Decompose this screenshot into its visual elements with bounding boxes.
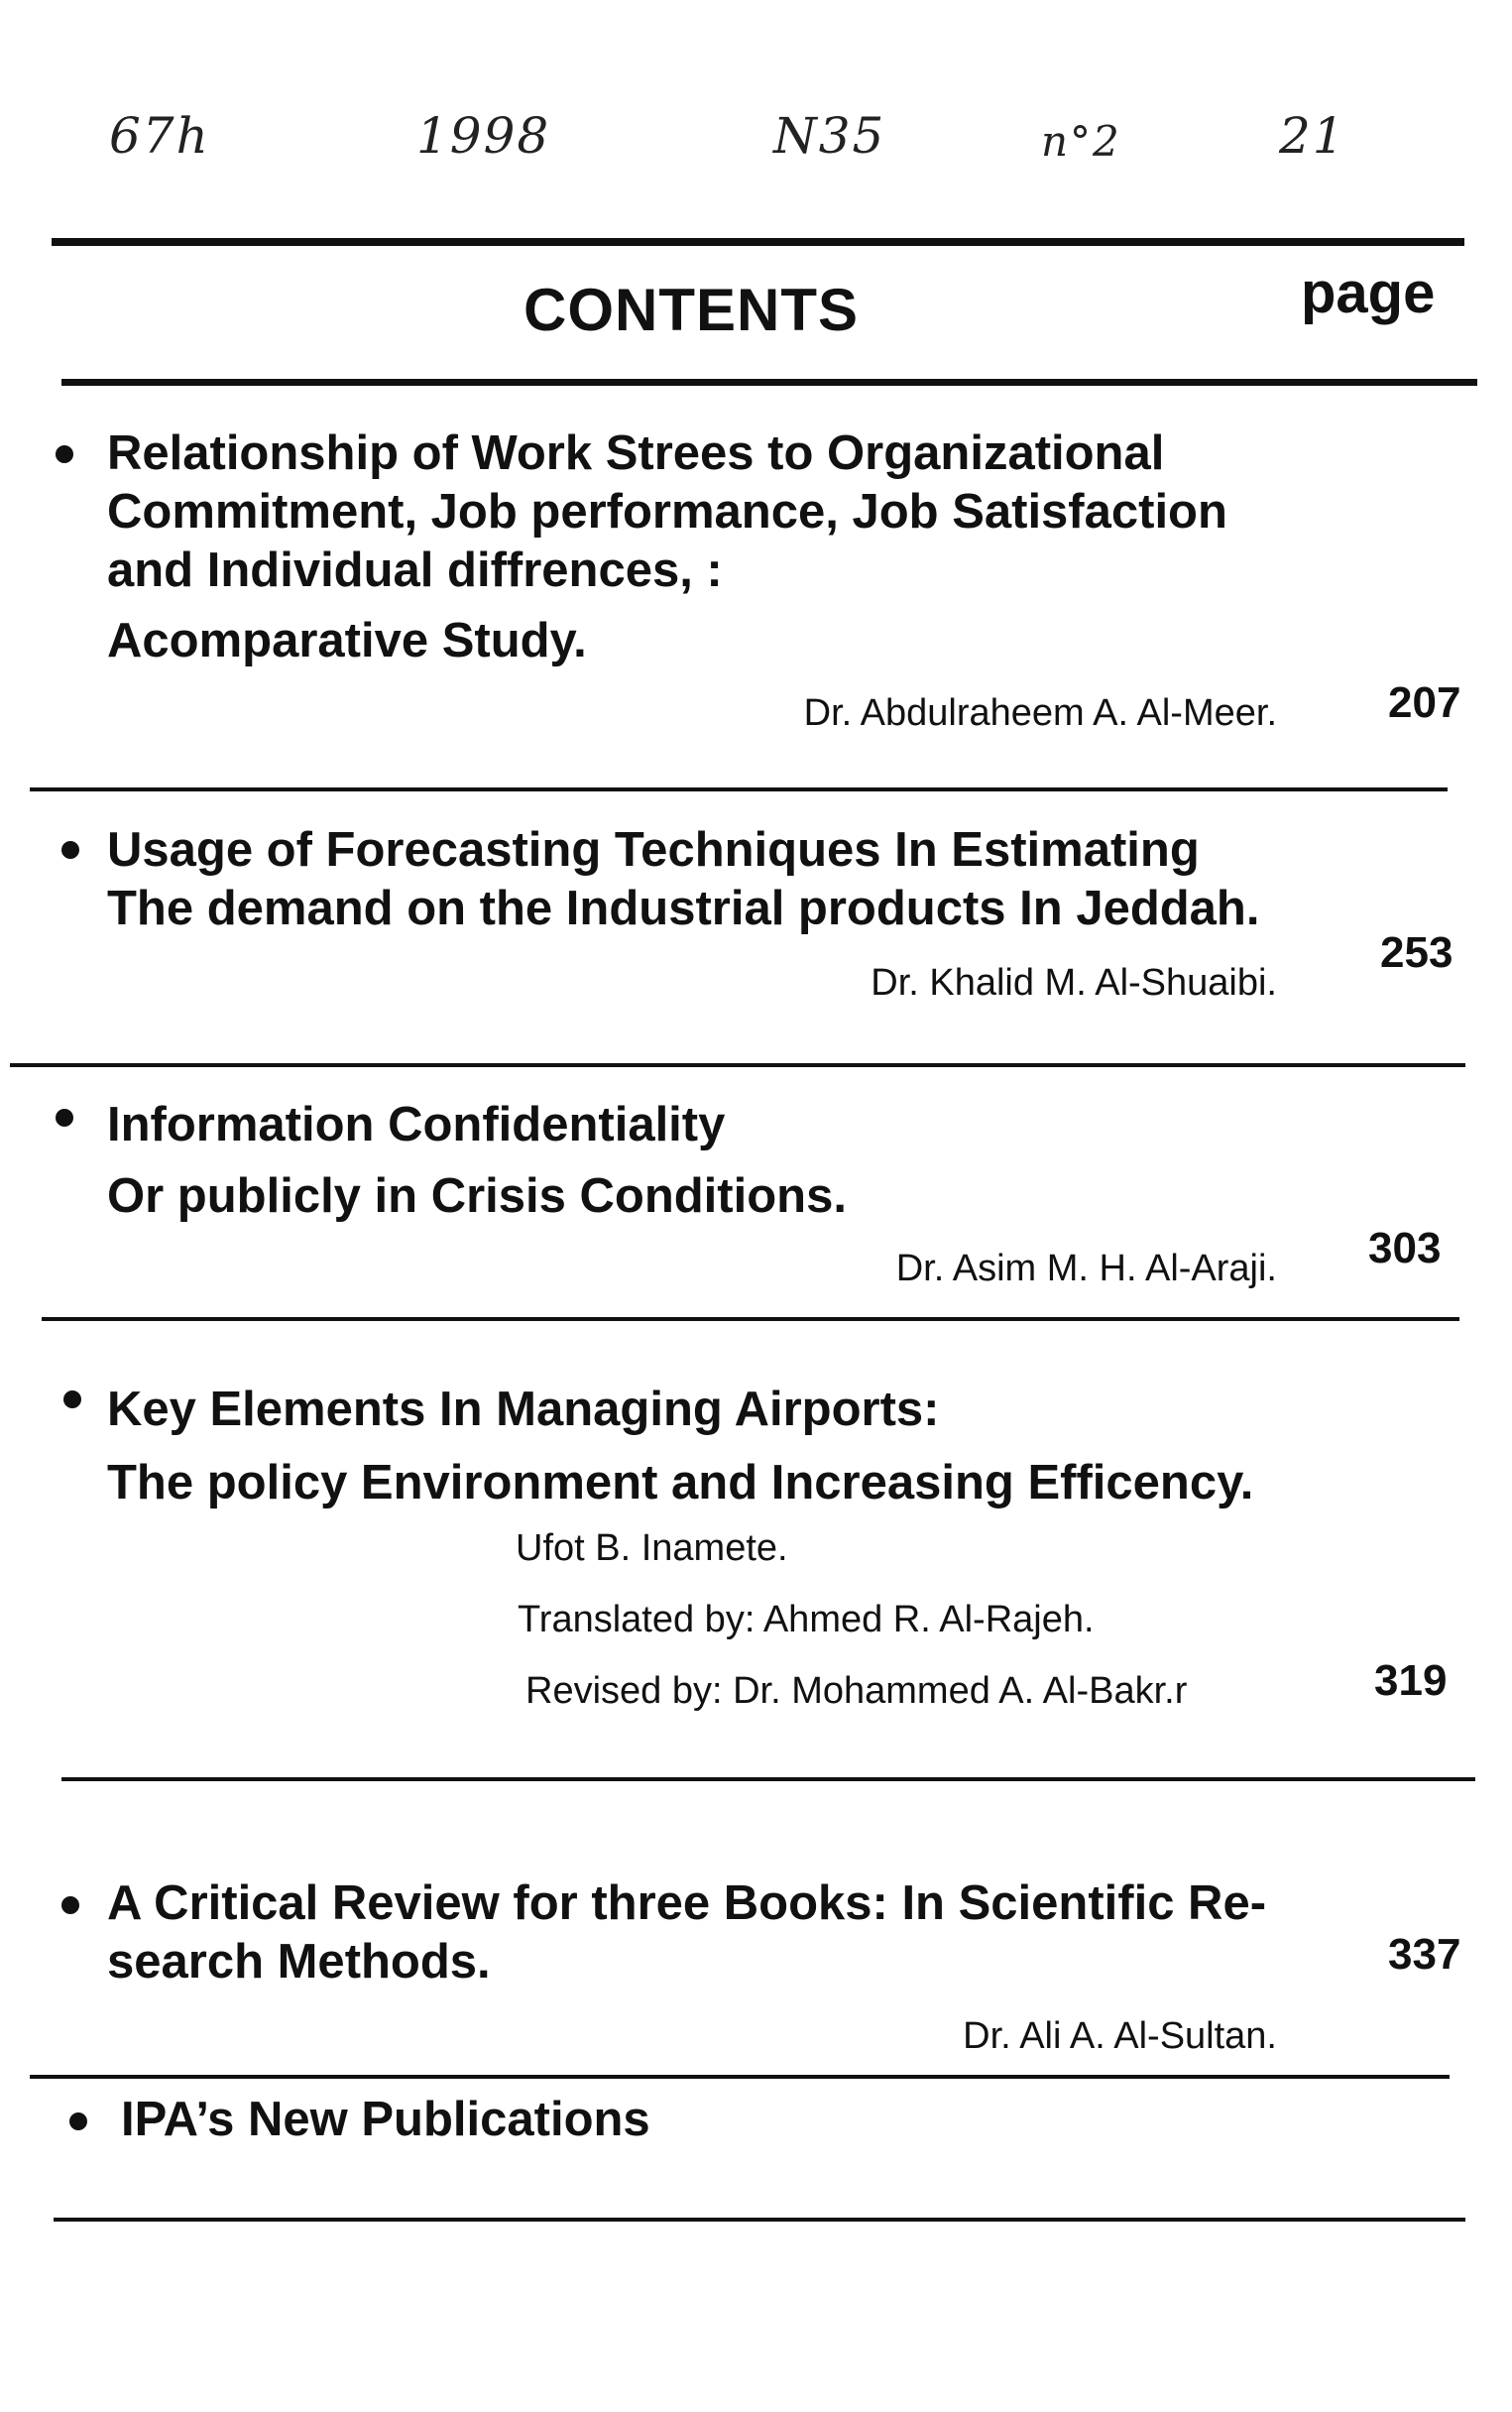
- entry-divider: [30, 787, 1448, 791]
- handwritten-note-2: 1998: [416, 107, 551, 165]
- entry-author: Dr. Khalid M. Al-Shuaibi.: [871, 962, 1277, 1004]
- entry-author: Dr. Abdulraheem A. Al-Meer.: [803, 692, 1277, 734]
- bullet-icon: [63, 1390, 81, 1408]
- entry-divider: [30, 2075, 1450, 2079]
- bullet-icon: [61, 1896, 79, 1914]
- bullet-icon: [61, 841, 79, 859]
- page-number: 303: [1368, 1224, 1442, 1272]
- bullet-icon: [69, 2112, 87, 2130]
- entry-title[interactable]: [107, 1089, 1277, 1232]
- page-number: 319: [1374, 1656, 1448, 1705]
- bullet-icon: [56, 445, 73, 463]
- reviser-credit: Revised by: Dr. Mohammed A. Al-Bakr.r: [525, 1670, 1188, 1712]
- bullet-icon: [56, 1109, 73, 1127]
- header-bottom-rule: [61, 379, 1477, 386]
- entry-author: Dr. Ali A. Al-Sultan.: [963, 2015, 1277, 2057]
- handwritten-note-3: N35: [773, 107, 886, 165]
- title-line: and Individual diffrences, :: [107, 543, 723, 597]
- title-line: Usage of Forecasting Techniques In Estimating: [107, 823, 1200, 877]
- title-line: Information Confidentiality: [107, 1098, 726, 1151]
- handwritten-note-5: 21: [1279, 107, 1346, 165]
- title-line: Acomparative Study.: [107, 614, 587, 667]
- handwritten-note-4: n°2: [1041, 117, 1121, 166]
- title-line: Commitment, Job performance, Job Satisfaction: [107, 485, 1227, 539]
- title-line: Relationship of Work Strees to Organizational: [107, 426, 1165, 480]
- entry-title[interactable]: [107, 821, 1277, 938]
- entry-title[interactable]: [107, 1373, 1277, 1519]
- entry-title[interactable]: [107, 424, 1277, 670]
- page-column-heading: page: [1301, 261, 1436, 325]
- header-top-rule: [52, 238, 1464, 246]
- entry-divider: [42, 1317, 1459, 1321]
- title-line: Or publicly in Crisis Conditions.: [107, 1169, 847, 1223]
- entry-title[interactable]: [107, 1874, 1277, 1991]
- entry-divider: [61, 1777, 1475, 1781]
- page-number: 207: [1388, 678, 1461, 727]
- entry-author: Dr. Asim M. H. Al-Araji.: [895, 1248, 1277, 1289]
- handwritten-note-1: 67h: [109, 107, 210, 165]
- title-line: Key Elements In Managing Airports:: [107, 1383, 940, 1436]
- page-number: 253: [1380, 928, 1454, 977]
- page-number: 337: [1388, 1930, 1461, 1979]
- title-line: The policy Environment and Increasing Efficency.: [107, 1456, 1254, 1509]
- entry-title[interactable]: [121, 2091, 1291, 2149]
- title-line: The demand on the Industrial products In Jeddah.: [107, 882, 1260, 935]
- footer-rule: [54, 2218, 1465, 2222]
- title-line: search Methods.: [107, 1935, 491, 1989]
- entry-author: Ufot B. Inamete.: [516, 1527, 788, 1569]
- contents-heading: CONTENTS: [523, 277, 859, 343]
- title-line: IPA’s New Publications: [121, 2093, 650, 2146]
- title-line: A Critical Review for three Books: In Scientific Re-: [107, 1876, 1267, 1930]
- entry-divider: [10, 1063, 1465, 1067]
- translator-credit: Translated by: Ahmed R. Al-Rajeh.: [518, 1599, 1095, 1640]
